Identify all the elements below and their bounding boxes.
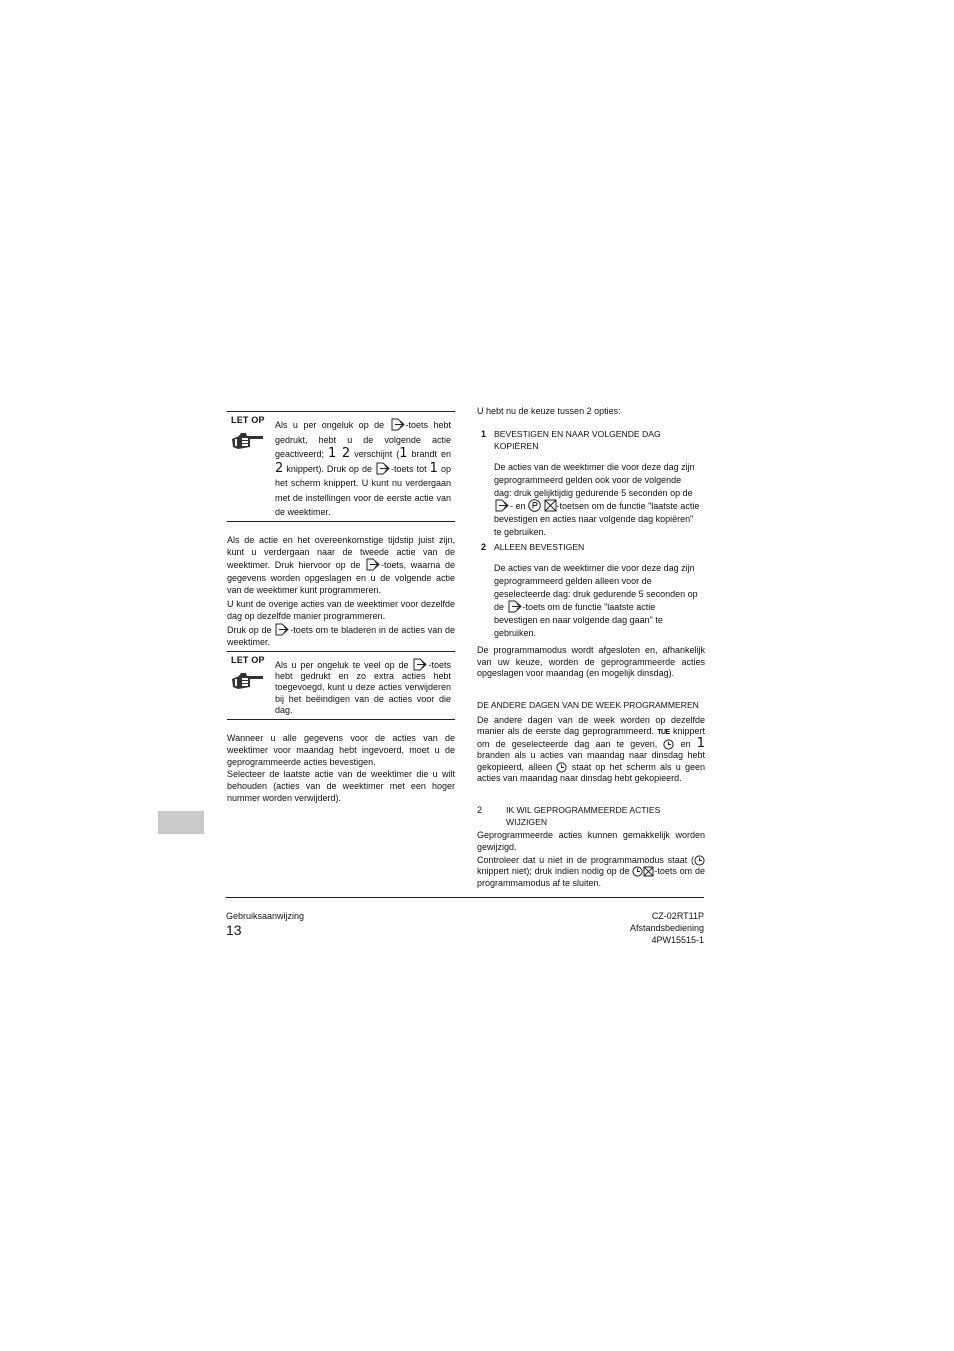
cancel-box-icon — [544, 499, 557, 512]
clock-icon — [663, 739, 674, 750]
day-indicator-tue: TUE — [657, 729, 670, 737]
footer-manual-label: Gebruiksaanwijzing — [226, 911, 305, 921]
program-button-icon — [528, 499, 541, 512]
footer-product: Afstandsbediening — [629, 923, 704, 933]
pointing-hand-icon — [230, 430, 264, 452]
option-1-title: BEVESTIGEN EN NAAR VOLGENDE DAG KOPIËREN — [494, 429, 661, 452]
enter-key-icon — [365, 558, 381, 571]
option-1-number: 1 — [481, 429, 487, 439]
right-intro: U hebt nu de keuze tussen 2 opties: — [477, 406, 621, 416]
enter-key-icon — [274, 623, 290, 636]
pointing-hand-icon — [230, 670, 264, 692]
other-days-paragraph: De andere dagen van de week worden op dezelfde manier als de eerste dag geprogrammeerd. TUE knippert om de geselecteerde dag aan te geven, en 1 branden als u acties van maandag naar dinsdag hebt gekopieerd, alleen staat op het scherm als u geen acties van maandag naar dinsdag hebt gekopieerd. — [477, 715, 705, 784]
section-2-number: 2 — [477, 805, 483, 815]
footer-code: 4PW15515-1 — [651, 935, 704, 945]
left-paragraph-1: Als de actie en het overeenkomstige tijdstip juist zijn, kunt u verdergaan naar de tweede actie van de weektimer. Druk hiervoor op de -toets, waarna de gegevens worden opgeslagen en u de volgende actie van de weektimer kunt programmeren. — [227, 535, 455, 595]
right-mode-paragraph: De programmamodus wordt afgesloten en, afhankelijk van uw keuze, worden de geprogrammeerde acties opgeslagen voor maandag (en mogelijk dinsdag). — [477, 645, 705, 679]
enter-key-icon — [507, 600, 523, 613]
section-2-paragraph-2: Controleer dat u niet in de programmamodus staat ( knippert niet); druk indien nodig op de -toets om de programmamodus af te sluiten. — [477, 855, 705, 888]
clock-icon — [694, 855, 705, 866]
enter-key-icon — [412, 658, 428, 671]
cancel-box-icon — [643, 866, 654, 877]
note2-text: Als u per ongeluk te veel op de -toets hebt gedrukt en zo extra acties hebt toegevoegd, kunt u deze acties verwijderen bij het beëindigen van de acties voor die dag. — [275, 660, 451, 715]
note2-label: LET OP — [231, 655, 265, 665]
clock-icon — [632, 866, 643, 877]
footer-rule — [226, 897, 704, 898]
heading-other-days: DE ANDERE DAGEN VAN DE WEEK PROGRAMMEREN — [477, 700, 699, 710]
note2-top-rule — [227, 651, 455, 652]
left-paragraph-2: U kunt de overige acties van de weektimer voor dezelfde dag op dezelfde manier programmeren. — [227, 599, 455, 622]
note1-bottom-rule — [227, 521, 455, 522]
option-2-text: De acties van de weektimer die voor deze dag zijn geprogrammeerd gelden alleen voor de geselecteerde dag: druk gedurende 5 seconden op de -toets om de functie "laatste actie bevestigen en naar volgende dag gaan" te gebruiken. — [494, 563, 698, 638]
enter-key-icon — [375, 462, 391, 475]
page-number: 13 — [226, 922, 242, 938]
note1-top-rule — [227, 411, 455, 412]
left-paragraph-4: Wanneer u alle gegevens voor de acties van de weektimer voor maandag hebt ingevoerd, moet u de geprogrammeerde acties bevestigen. — [227, 733, 455, 768]
note2-bottom-rule — [227, 719, 455, 720]
option-1-text: De acties van de weektimer die voor deze dag zijn geprogrammeerd gelden ook voor de volgende dag: druk gelijktijdig gedurende 5 seconden op de - en -toetsen om de functie "laatste actie bevestigen en acties naar volgende dag kopiëren" te gebruiken. — [494, 462, 700, 537]
side-tab — [158, 811, 204, 834]
left-paragraph-5: Selecteer de laatste actie van de weektimer die u wilt behouden (acties van de weektimer met een hoger nummer worden verwijderd). — [227, 769, 455, 804]
note1-label: LET OP — [231, 415, 265, 425]
left-paragraph-3: Druk op de -toets om te bladeren in de acties van de weektimer. — [227, 625, 455, 648]
option-2-title: ALLEEN BEVESTIGEN — [494, 542, 585, 552]
option-2-number: 2 — [481, 542, 487, 552]
clock-icon — [556, 762, 567, 773]
section-2-title: IK WIL GEPROGRAMMEERDE ACTIES WIJZIGEN — [506, 805, 661, 828]
note1-text: Als u per ongeluk op de -toets hebt gedrukt, hebt u de volgende actie geactiveerd; 1 2 verschijnt (1 brandt en 2 knippert). Druk op de -toets tot 1 op het scherm knippert. U kunt nu verdergaan met de instellingen voor de eerste actie van de weektimer. — [275, 420, 451, 517]
enter-key-icon — [494, 499, 510, 512]
enter-key-icon — [390, 418, 406, 431]
footer-model: CZ-02RT11P — [651, 911, 704, 921]
section-2-paragraph-1: Geprogrammeerde acties kunnen gemakkelijk worden gewijzigd. — [477, 830, 705, 853]
